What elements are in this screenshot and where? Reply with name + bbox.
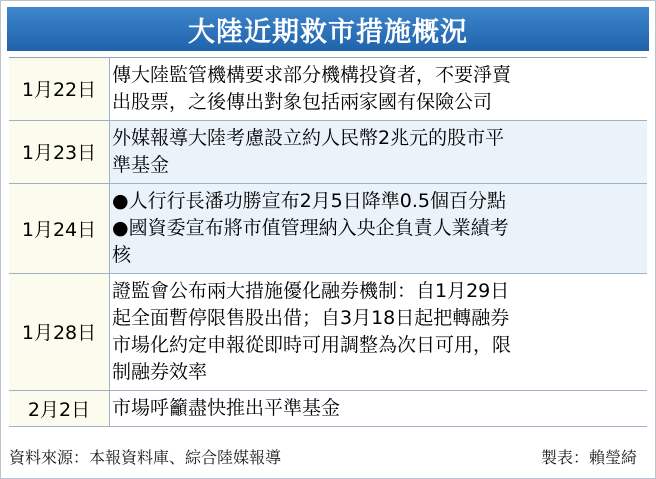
table-row [9,120,647,183]
page-title: 大陸近期救市措施概況 [188,16,468,48]
row-description-line: ●人行行長潘功勝宣布2月5日降準0.5個百分點 [112,189,506,212]
table-row [9,390,647,426]
table-row [9,183,647,273]
row-date: 1月24日 [9,183,110,273]
row-description-line: ●國資委宣布將市值管理納入央企負責人業績考 [112,216,509,239]
row-description-line: 外媒報導大陸考慮設立約人民幣2兆元的股市平 [112,126,505,149]
row-date: 1月28日 [9,273,110,390]
row-description-line: 制融券效率 [112,360,208,383]
row-description [110,390,648,426]
row-description-line: 證監會公布兩大措施優化融券機制：自1月29日 [112,279,510,302]
footer [9,445,647,468]
measures-table [9,58,647,427]
row-description [110,58,648,120]
measures-table-wrapper [9,57,647,427]
source-note: 資料來源：本報資料庫、綜合陸媒報導 [9,448,282,467]
row-date: 1月22日 [9,58,110,120]
row-date: 1月23日 [9,120,110,183]
row-description [110,273,648,390]
title-bar [7,7,649,51]
row-date: 2月2日 [9,390,110,426]
row-description-line: 市場呼籲盡快推出平準基金 [112,396,341,419]
row-description [110,183,648,273]
maker-note: 製表：賴瑩綺 [540,448,637,467]
row-description [110,120,648,183]
table-row [9,273,647,390]
row-description-line: 準基金 [112,153,170,176]
row-description-line: 傳大陸監管機構要求部分機構投資者，不要淨賣 [112,64,512,86]
table-row [9,58,647,120]
row-description-line: 市場化約定申報從即時可用調整為次日可用，限 [112,333,512,356]
row-description-line: 核 [112,243,132,266]
row-description-line: 起全面暫停限售股出借；自3月18日起把轉融券 [112,306,510,329]
row-description-line: 出股票，之後傳出對象包括兩家國有保險公司 [112,90,493,113]
